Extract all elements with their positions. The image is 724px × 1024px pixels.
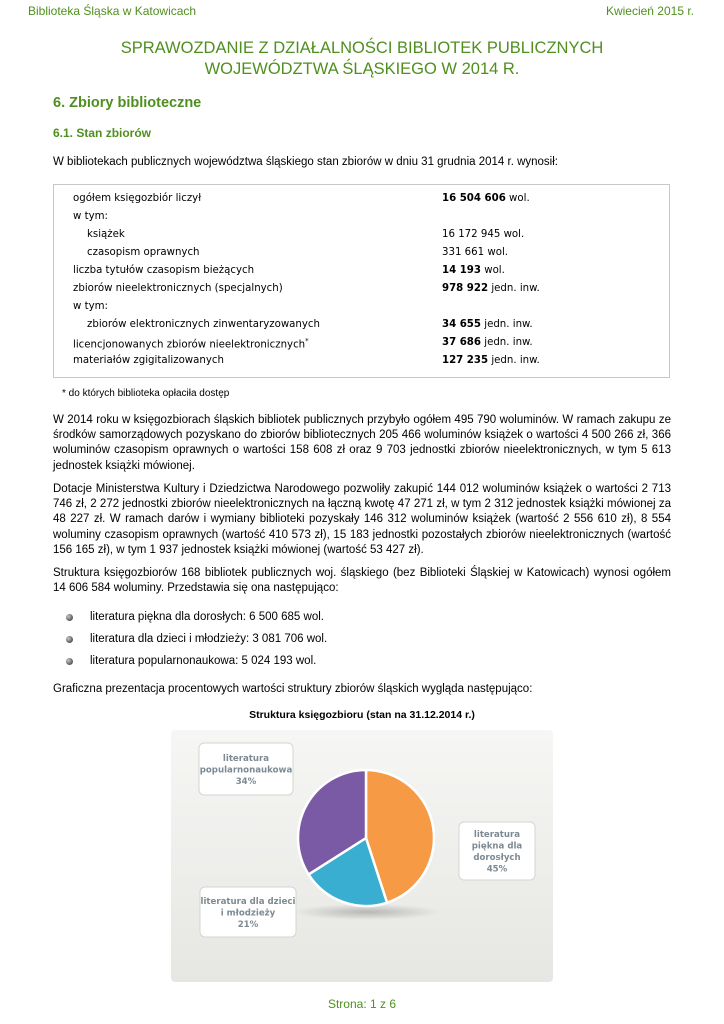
stats-unit: jedn. inw. — [488, 283, 540, 294]
subsection-heading: 6.1. Stan zbiorów — [53, 126, 152, 140]
section-heading: 6. Zbiory biblioteczne — [53, 95, 202, 111]
callout-label: literatura — [222, 753, 270, 764]
stats-number: 14 193 — [442, 265, 481, 276]
stats-value — [442, 355, 540, 366]
bullet-text: literatura dla dzieci i młodzieży: 3 081 706 wol. — [90, 633, 328, 645]
stats-label — [73, 211, 108, 222]
stats-label — [73, 337, 309, 350]
pie-chart — [171, 730, 553, 982]
stats-unit: wol. — [500, 229, 525, 240]
page-number: Strona: 1 z 6 — [327, 997, 397, 1011]
pie-callout — [459, 822, 535, 880]
stats-row — [73, 247, 593, 265]
stats-value — [442, 337, 533, 348]
bullet-icon — [66, 636, 73, 643]
stats-label — [87, 247, 200, 258]
stats-number: 978 922 — [442, 283, 489, 294]
stats-label-text: licencjonowanych zbiorów nieelektronicznych — [73, 339, 306, 351]
stats-unit: jedn. inw. — [481, 337, 533, 348]
stats-number: 127 235 — [442, 355, 489, 366]
page-title-line-1: SPRAWOZDANIE Z DZIAŁALNOŚCI BIBLIOTEK PUBLICZNYCH — [120, 39, 604, 57]
stats-row — [73, 283, 593, 301]
callout-label: literatura — [473, 830, 521, 840]
callout-label: piękna dla — [471, 841, 523, 852]
intro-paragraph: W bibliotekach publicznych województwa śląskiego stan zbiorów w dniu 31 grudnia 2014 r. wynosił: — [53, 156, 558, 168]
page-title — [52, 38, 672, 80]
callout-value: 45% — [486, 864, 508, 875]
bullet-icon — [66, 614, 73, 621]
stats-row — [73, 319, 593, 337]
stats-label — [73, 301, 108, 312]
stats-row — [73, 355, 593, 373]
stats-label-text: ogółem księgozbiór liczył — [73, 193, 202, 204]
stats-number: 37 686 — [442, 337, 481, 348]
stats-label-text: zbiorów nieelektronicznych (specjalnych) — [73, 283, 283, 294]
stats-label — [73, 265, 254, 276]
stats-label — [73, 193, 201, 204]
header-date: Kwiecień 2015 r. — [605, 4, 694, 18]
stats-number: 16 504 606 — [442, 193, 506, 204]
stats-unit: wol. — [481, 265, 505, 276]
stats-number: 16 172 945 — [442, 229, 501, 240]
bullet-text: literatura popularnonaukowa: 5 024 193 wol. — [90, 655, 317, 667]
stats-value — [442, 265, 505, 276]
footnote: * do których biblioteka opłaciła dostęp — [62, 388, 230, 399]
callout-value: 34% — [235, 776, 257, 787]
stats-number: 331 661 — [442, 247, 485, 258]
stats-label — [73, 355, 224, 366]
stats-row — [73, 229, 593, 247]
stats-label — [87, 319, 320, 330]
chart-title: Struktura księgozbioru (stan na 31.12.2014 r.) — [249, 709, 475, 721]
callout-label: i młodzieży — [220, 908, 276, 919]
paragraph-structure: Struktura księgozbiorów 168 bibliotek publicznych woj. śląskiego (bez Biblioteki Śląskiej w Katowicach) wynosi ogółem 14 606 584 woluminy. Przedstawia się ona następująco: — [53, 567, 671, 595]
paragraph-grants: Dotacje Ministerstwa Kultury i Dziedzictwa Narodowego pozwoliły zakupić 144 012 woluminów książek o wartości 2 713 746 zł, 2 272 jednostki zbiorów nieelektronicznych na łączną kwotę 47 271 zł, w tym 2 312 jednostek książki mówionej za 48 227 zł. W ramach darów i wymiany biblioteki pozyskały 146 312 woluminów książek (wartość 2 556 610 zł), 8 554 woluminy czasopism oprawnych (wartość 410 573 zł), 15 183 jednostki pozostałych zbiorów nieelektronicznych (wartość 156 165 zł), w tym 1 937 jednostek książki mówionej (wartość 53 427 zł). — [53, 483, 671, 556]
stats-label-text: zbiorów elektronicznych zinwentaryzowanych — [87, 319, 320, 330]
stats-unit: jedn. inw. — [481, 319, 533, 330]
stats-label — [73, 283, 283, 294]
stats-unit: wol. — [505, 193, 530, 204]
stats-label-text: w tym: — [73, 211, 108, 222]
stats-label-text: materiałów zgigitalizowanych — [73, 355, 224, 366]
callout-label: literatura dla dzieci — [200, 896, 296, 907]
stats-row — [73, 193, 593, 211]
stats-label-text: liczba tytułów czasopism bieżących — [73, 265, 255, 276]
stats-label-text: czasopism oprawnych — [87, 247, 200, 258]
pie-callout — [199, 743, 293, 795]
bullet-text: literatura piękna dla dorosłych: 6 500 685 wol. — [90, 611, 324, 623]
paragraph-chart-intro: Graficzna prezentacja procentowych wartości struktury zbiorów śląskich wygląda następująco: — [53, 683, 533, 695]
header-institution: Biblioteka Śląska w Katowicach — [28, 4, 197, 18]
stats-value — [442, 319, 533, 330]
callout-label: popularnonaukowa — [199, 765, 293, 776]
stats-row — [73, 265, 593, 283]
stats-value — [442, 247, 508, 258]
stats-unit: wol. — [484, 247, 509, 258]
stats-row — [73, 337, 593, 355]
stats-number: 34 655 — [442, 319, 481, 330]
stats-row — [73, 301, 593, 319]
stats-unit: jedn. inw. — [488, 355, 540, 366]
stats-value — [442, 193, 530, 204]
stats-label — [87, 229, 125, 240]
paragraph-acquisitions: W 2014 roku w księgozbiorach śląskich bibliotek publicznych przybyło ogółem 495 790 woluminów. W ramach zakupu ze środków samorządowych pozyskano do zbiorów bibliotecznych 205 466 woluminów książek o wartości 4 500 266 zł, 366 woluminów czasopism oprawnych o wartości 158 608 zł oraz 9 703 jednostki zbiorów nieelektronicznych, w tym 5 613 jednostek książki mówionej. — [53, 414, 671, 472]
page-title-line-2: WOJEWÓDZTWA ŚLĄSKIEGO W 2014 R. — [204, 60, 520, 78]
stats-value — [442, 229, 524, 240]
stats-label-text: w tym: — [73, 301, 108, 312]
stats-label-text: książek — [87, 229, 125, 240]
stats-row — [73, 211, 593, 229]
bullet-icon — [66, 658, 73, 665]
stats-value — [442, 283, 540, 294]
callout-value: 21% — [237, 919, 259, 930]
pie-callout — [200, 887, 296, 937]
callout-label: dorosłych — [473, 853, 521, 863]
footnote-marker: * — [305, 337, 309, 345]
